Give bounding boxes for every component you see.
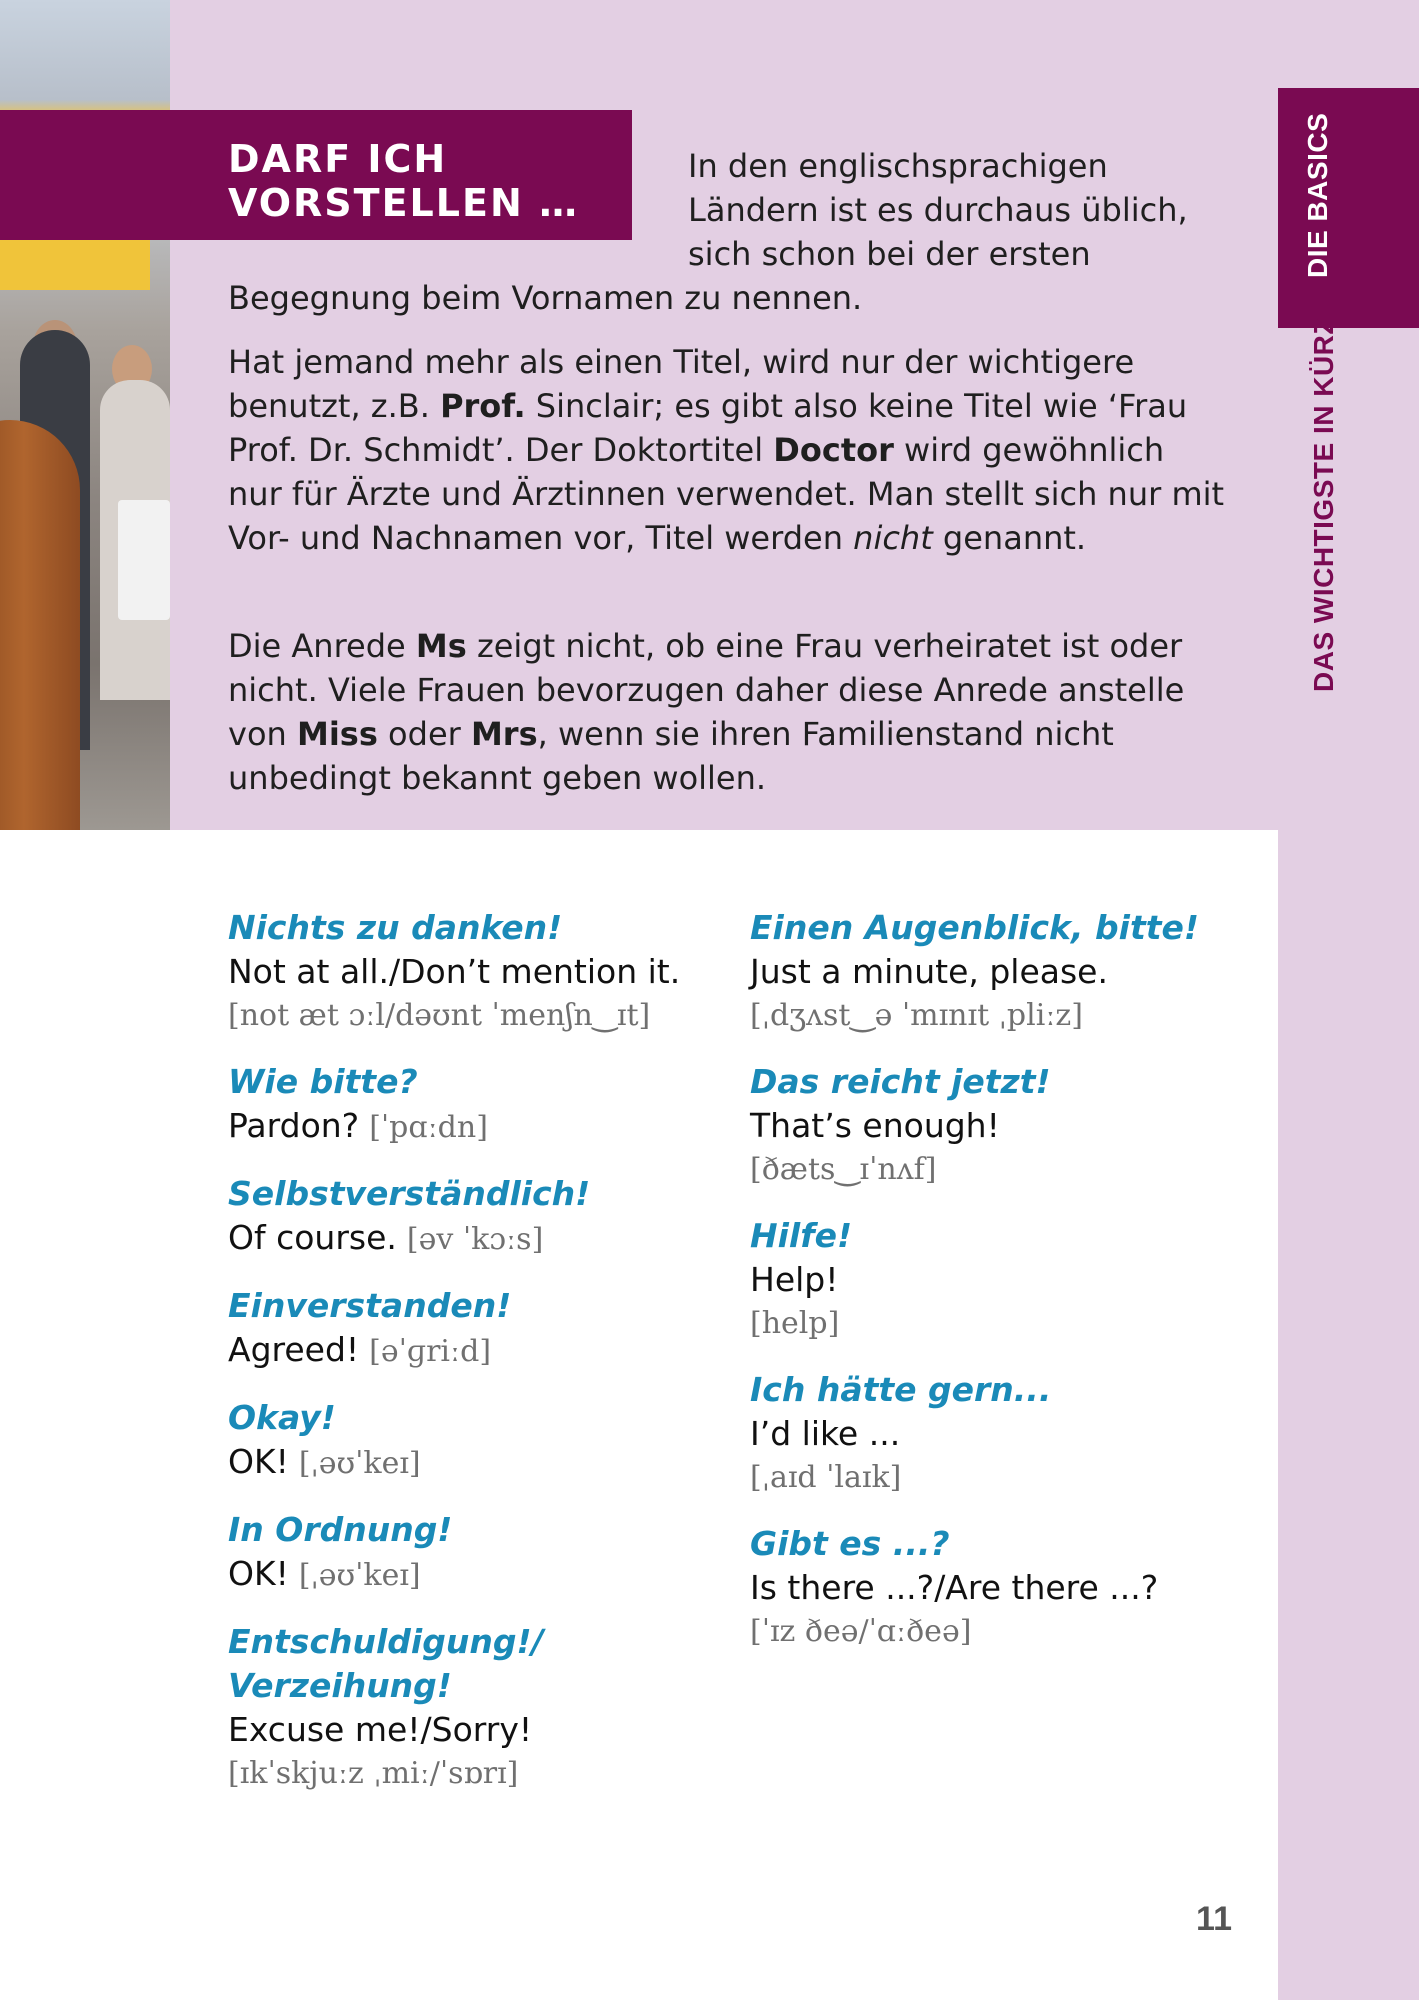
shop-sign — [0, 240, 150, 290]
phrase-english: I’d like ... — [750, 1414, 901, 1453]
phrase-german: Nichts zu danken! — [228, 908, 563, 947]
bold-term: Prof. — [440, 387, 526, 425]
phrase-item — [228, 1620, 728, 1796]
phrase-item — [750, 1368, 1250, 1500]
phrase-pronunciation: [ˌəʊˈkeɪ] — [298, 1446, 421, 1481]
phrase-german: Hilfe! — [750, 1216, 853, 1255]
info-paragraph-1 — [228, 144, 1228, 320]
phrase-english: Help! — [750, 1260, 839, 1299]
info-paragraph-3 — [228, 624, 1228, 800]
phrase-list-left — [228, 906, 728, 1818]
side-tab-wichtigste-label[interactable]: DAS WICHTIGSTE IN KÜRZE — [1308, 297, 1339, 692]
text-run: oder — [377, 715, 471, 753]
phrase-item — [228, 1508, 728, 1598]
page-number: 11 — [1196, 1900, 1232, 1938]
phrase-german: Verzeihung! — [228, 1666, 452, 1705]
phrase-german: In Ordnung! — [228, 1510, 453, 1549]
phrase-english: That’s enough! — [750, 1106, 1000, 1145]
bold-term: Mrs — [470, 715, 538, 753]
text-run: wird gewöhnlich nur für Ärzte und Ärztinnen verwendet. Man stellt sich nur mit Vor- und Nachnamen vor, Titel werden — [228, 431, 1225, 557]
phrase-item — [228, 1284, 728, 1374]
phrase-german: Einen Augenblick, bitte! — [750, 908, 1199, 947]
phrase-german: Wie bitte? — [228, 1062, 418, 1101]
phrase-pronunciation: [ðæts‿ɪˈnʌf] — [750, 1152, 937, 1187]
phrase-item — [750, 1522, 1250, 1654]
phrase-german: Das reicht jetzt! — [750, 1062, 1051, 1101]
phrase-german: Selbstverständlich! — [228, 1174, 591, 1213]
phrase-item — [228, 1396, 728, 1486]
phrase-item — [750, 1214, 1250, 1346]
text-run: genannt. — [932, 519, 1087, 557]
phrase-german: Gibt es ...? — [750, 1524, 950, 1563]
text-run: Hat jemand mehr als einen Titel, wird nur der wichtigere benutzt, z.B. — [228, 343, 1135, 425]
info-paragraph-1-wrap — [228, 144, 1228, 320]
phrase-english: Agreed! — [228, 1330, 360, 1369]
info-paragraph-2 — [228, 340, 1228, 560]
phrase-english: Not at all./Don’t mention it. — [228, 952, 681, 991]
phrase-german: Entschuldigung!/ — [228, 1622, 544, 1661]
phrase-german: Einverstanden! — [228, 1286, 512, 1325]
italic-term: nicht — [853, 519, 933, 557]
phrase-pronunciation: [not æt ɔːl/dəʊnt ˈmenʃn‿ɪt] — [228, 998, 651, 1033]
phrase-item — [750, 906, 1250, 1038]
phrase-pronunciation: [ˌaɪd ˈlaɪk] — [750, 1460, 902, 1495]
phrase-german: Ich hätte gern... — [750, 1370, 1052, 1409]
side-tab-basics-label[interactable]: DIE BASICS — [1302, 112, 1333, 278]
phrase-list-right — [750, 906, 1250, 1676]
phrase-english: Excuse me!/Sorry! — [228, 1710, 533, 1749]
side-tab-basics[interactable] — [1278, 88, 1419, 328]
phrase-german: Okay! — [228, 1398, 336, 1437]
phrase-pronunciation: [ˌəʊˈkeɪ] — [298, 1558, 421, 1593]
phrase-english: Is there ...?/Are there ...? — [750, 1568, 1159, 1607]
brown-coat — [0, 420, 80, 830]
info-paragraph-1-text: In den englischsprachigen Ländern ist es durchaus üblich, sich schon bei der ersten Begegnung beim Vornamen zu nennen. — [228, 147, 1188, 317]
text-run: zeigt nicht, ob eine Frau verheiratet ist oder nicht. Viele Frauen bevorzugen daher diese Anrede anstelle von — [228, 627, 1185, 753]
phrase-item — [750, 1060, 1250, 1192]
phrase-pronunciation: [ˌdʒʌst‿ə ˈmɪnɪt ˌpliːz] — [750, 998, 1083, 1033]
bold-term: Ms — [415, 627, 467, 665]
text-run: Die Anrede — [228, 627, 416, 665]
phrase-english: Of course. — [228, 1218, 397, 1257]
phrase-item — [228, 906, 728, 1038]
bold-term: Doctor — [773, 431, 894, 469]
phrase-item — [228, 1172, 728, 1262]
phrase-pronunciation: [help] — [750, 1306, 840, 1341]
phrase-english: OK! — [228, 1442, 289, 1481]
phrase-pronunciation: [əˈɡriːd] — [369, 1334, 492, 1369]
text-run: Sinclair; es gibt also keine Titel wie ‘Frau Prof. Dr. Schmidt’. Der Doktortitel — [228, 387, 1188, 469]
section-title-line2: VORSTELLEN … — [228, 181, 579, 225]
phrase-pronunciation: [ˈpɑːdn] — [369, 1110, 488, 1145]
phrase-pronunciation: [ˈɪz ðeə/ˈɑːðeə] — [750, 1614, 972, 1649]
phrase-english: Just a minute, please. — [750, 952, 1108, 991]
bold-term: Miss — [296, 715, 378, 753]
phrase-english: OK! — [228, 1554, 289, 1593]
section-title-line1: DARF ICH — [228, 137, 448, 181]
phrase-pronunciation: [əv ˈkɔːs] — [406, 1222, 544, 1257]
phrase-english: Pardon? — [228, 1106, 360, 1145]
text-run: , wenn sie ihren Familienstand nicht unbedingt bekannt geben wollen. — [228, 715, 1114, 797]
phrase-pronunciation: [ɪkˈskjuːz ˌmiː/ˈsɒrɪ] — [228, 1756, 519, 1791]
shopping-bag — [118, 500, 170, 620]
phrase-item — [228, 1060, 728, 1150]
